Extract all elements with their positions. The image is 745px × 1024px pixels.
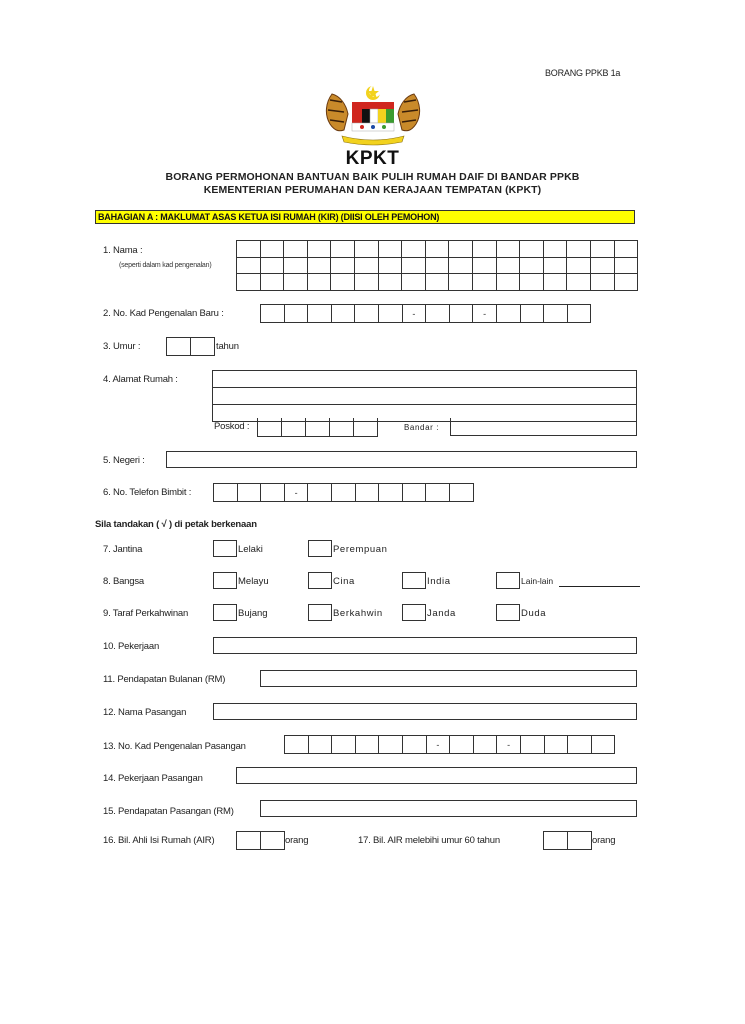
checkbox-india[interactable]: [402, 572, 426, 589]
ic-pasangan-cell[interactable]: [379, 736, 403, 754]
ic-pasangan-cell[interactable]: [285, 736, 309, 754]
umur-label: 3. Umur :: [103, 341, 141, 352]
air-count-input[interactable]: [236, 831, 285, 850]
ic-cell[interactable]: [568, 305, 592, 323]
nama-label: 1. Nama :: [103, 245, 143, 256]
poskod-cell[interactable]: [330, 418, 354, 436]
nama-cell[interactable]: [308, 241, 332, 258]
negeri-label: 5. Negeri :: [103, 455, 145, 466]
nama-pasangan-label: 12. Nama Pasangan: [103, 707, 187, 718]
nama-cell[interactable]: [497, 258, 521, 275]
ic-cell[interactable]: [332, 305, 356, 323]
nama-cell[interactable]: [402, 258, 426, 275]
telefon-cell[interactable]: [379, 484, 403, 502]
nama-hint: (seperti dalam kad pengenalan): [119, 262, 212, 269]
telefon-cell[interactable]: [356, 484, 380, 502]
ic-cell[interactable]: [308, 305, 332, 323]
nama-cell[interactable]: [355, 274, 379, 291]
nama-cell[interactable]: [426, 258, 450, 275]
checkbox-duda[interactable]: [496, 604, 520, 621]
jantina-label: 7. Jantina: [103, 544, 143, 555]
option-duda: Duda: [521, 608, 547, 619]
ic-cell[interactable]: [450, 305, 474, 323]
form-title: BORANG PERMOHONAN BANTUAN BAIK PULIH RUMAH DAIF DI BANDAR PPKB: [165, 171, 580, 183]
checkbox-melayu[interactable]: [213, 572, 237, 589]
nama-cell[interactable]: [615, 241, 639, 258]
ic-cell[interactable]: [521, 305, 545, 323]
ic-cell[interactable]: -: [473, 305, 497, 323]
nama-cell[interactable]: [473, 241, 497, 258]
ic-number-input[interactable]: [260, 304, 591, 323]
option-lain-lain: Lain-lain: [521, 576, 554, 586]
ic-pasangan-cell[interactable]: [521, 736, 545, 754]
checkbox-perempuan[interactable]: [308, 540, 332, 557]
pekerjaan-pasangan-label: 14. Pekerjaan Pasangan: [103, 773, 203, 784]
instruction-text: Sila tandakan ( √ ) di petak berkenaan: [95, 519, 257, 530]
air-60-unit: orang: [592, 835, 616, 846]
nama-cell[interactable]: [402, 241, 426, 258]
poskod-label: Poskod :: [214, 421, 250, 432]
option-perempuan: Perempuan: [333, 544, 388, 555]
ic-label: 2. No. Kad Pengenalan Baru :: [103, 308, 224, 319]
nama-cell[interactable]: [426, 274, 450, 291]
option-melayu: Melayu: [238, 576, 269, 587]
nama-cell[interactable]: [237, 274, 261, 291]
pendapatan-label: 11. Pendapatan Bulanan (RM): [103, 674, 226, 685]
bandar-label: Bandar :: [404, 423, 440, 432]
nama-cell[interactable]: [544, 241, 568, 258]
air-60-cell[interactable]: [568, 832, 592, 850]
ic-cell[interactable]: [426, 305, 450, 323]
air-60-label: 17. Bil. AIR melebihi umur 60 tahun: [358, 835, 500, 846]
nama-cell[interactable]: [591, 241, 615, 258]
nama-pasangan-input[interactable]: [213, 703, 637, 720]
section-a-heading: BAHAGIAN A : MAKLUMAT ASAS KETUA ISI RUMAH (KIR) (DIISI OLEH PEMOHON): [95, 210, 635, 224]
nama-cell[interactable]: [402, 274, 426, 291]
telefon-cell[interactable]: [426, 484, 450, 502]
ic-cell[interactable]: [497, 305, 521, 323]
bangsa-label: 8. Bangsa: [103, 576, 144, 587]
telefon-cell[interactable]: [332, 484, 356, 502]
malaysia-coat-of-arms-icon: [318, 84, 428, 150]
alamat-input[interactable]: [212, 370, 637, 422]
pekerjaan-label: 10. Pekerjaan: [103, 641, 160, 652]
air-60-count-input[interactable]: [543, 831, 592, 850]
nama-cell[interactable]: [237, 258, 261, 275]
nama-cell[interactable]: [331, 241, 355, 258]
nama-cell[interactable]: [379, 274, 403, 291]
ic-pasangan-label: 13. No. Kad Pengenalan Pasangan: [103, 741, 246, 752]
nama-cell[interactable]: [473, 274, 497, 291]
umur-unit: tahun: [216, 341, 239, 352]
form-code: BORANG PPKB 1a: [545, 68, 621, 78]
air-unit: orang: [285, 835, 309, 846]
nama-cell[interactable]: [544, 274, 568, 291]
telefon-cell[interactable]: [403, 484, 427, 502]
nama-cell[interactable]: [449, 258, 473, 275]
air-60-cell[interactable]: [544, 832, 568, 850]
ic-pasangan-cell[interactable]: [309, 736, 333, 754]
nama-cell[interactable]: [520, 258, 544, 275]
checkbox-berkahwin[interactable]: [308, 604, 332, 621]
pekerjaan-pasangan-input[interactable]: [236, 767, 637, 784]
nama-cell[interactable]: [497, 274, 521, 291]
umur-cell[interactable]: [167, 338, 191, 356]
poskod-cell[interactable]: [354, 418, 378, 436]
nama-cell[interactable]: [520, 241, 544, 258]
ic-pasangan-cell[interactable]: [568, 736, 592, 754]
nama-cell[interactable]: [615, 274, 639, 291]
pekerjaan-input[interactable]: [213, 637, 637, 654]
ic-cell[interactable]: [379, 305, 403, 323]
nama-cell[interactable]: [497, 241, 521, 258]
telefon-label: 6. No. Telefon Bimbit :: [103, 487, 192, 498]
air-cell[interactable]: [237, 832, 261, 850]
nama-cell[interactable]: [591, 274, 615, 291]
nama-cell[interactable]: [520, 274, 544, 291]
nama-cell[interactable]: [449, 274, 473, 291]
nama-cell[interactable]: [331, 258, 355, 275]
poskod-cell[interactable]: [306, 418, 330, 436]
poskod-cell[interactable]: [258, 418, 282, 436]
pendapatan-pasangan-label: 15. Pendapatan Pasangan (RM): [103, 806, 234, 817]
nama-cell[interactable]: [567, 258, 591, 275]
umur-input[interactable]: [166, 337, 215, 356]
checkbox-lelaki[interactable]: [213, 540, 237, 557]
nama-cell[interactable]: [284, 274, 308, 291]
option-berkahwin: Berkahwin: [333, 608, 383, 619]
pendapatan-input[interactable]: [260, 670, 637, 687]
checkbox-janda[interactable]: [402, 604, 426, 621]
nama-cell[interactable]: [426, 241, 450, 258]
ic-cell[interactable]: [544, 305, 568, 323]
nama-grid-input[interactable]: [236, 240, 638, 291]
ic-pasangan-cell[interactable]: -: [497, 736, 521, 754]
alamat-label: 4. Alamat Rumah :: [103, 374, 178, 385]
negeri-input[interactable]: [166, 451, 637, 468]
nama-cell[interactable]: [284, 258, 308, 275]
air-label: 16. Bil. Ahli Isi Rumah (AIR): [103, 835, 215, 846]
ic-pasangan-cell[interactable]: -: [427, 736, 451, 754]
agency-abbreviation: KPKT: [345, 148, 400, 169]
nama-cell[interactable]: [567, 241, 591, 258]
ic-cell[interactable]: -: [403, 305, 427, 323]
nama-cell[interactable]: [308, 258, 332, 275]
telefon-cell[interactable]: [261, 484, 285, 502]
ic-pasangan-cell[interactable]: [356, 736, 380, 754]
nama-cell[interactable]: [331, 274, 355, 291]
poskod-input[interactable]: [257, 418, 378, 437]
telefon-cell[interactable]: [450, 484, 474, 502]
telefon-cell[interactable]: [214, 484, 238, 502]
air-cell[interactable]: [261, 832, 285, 850]
ministry-name: KEMENTERIAN PERUMAHAN DAN KERAJAAN TEMPATAN (KPKT): [203, 184, 542, 196]
ic-pasangan-cell[interactable]: [545, 736, 569, 754]
telefon-cell[interactable]: [238, 484, 262, 502]
ic-cell[interactable]: [285, 305, 309, 323]
ic-pasangan-cell[interactable]: [592, 736, 616, 754]
alamat-line-1[interactable]: [213, 371, 636, 388]
nama-cell[interactable]: [473, 258, 497, 275]
telefon-input[interactable]: [213, 483, 474, 502]
nama-cell[interactable]: [284, 241, 308, 258]
umur-cell[interactable]: [191, 338, 215, 356]
pendapatan-pasangan-input[interactable]: [260, 800, 637, 817]
telefon-cell[interactable]: -: [285, 484, 309, 502]
nama-cell[interactable]: [615, 258, 639, 275]
option-bujang: Bujang: [238, 608, 268, 619]
telefon-cell[interactable]: [308, 484, 332, 502]
option-cina: Cina: [333, 576, 355, 587]
ic-pasangan-cell[interactable]: [403, 736, 427, 754]
checkbox-bujang[interactable]: [213, 604, 237, 621]
ic-pasangan-cell[interactable]: [474, 736, 498, 754]
nama-cell[interactable]: [261, 274, 285, 291]
nama-cell[interactable]: [355, 258, 379, 275]
nama-cell[interactable]: [544, 258, 568, 275]
ic-pasangan-cell[interactable]: [332, 736, 356, 754]
ic-cell[interactable]: [355, 305, 379, 323]
ic-pasangan-input[interactable]: [284, 735, 615, 754]
nama-cell[interactable]: [449, 241, 473, 258]
option-india: India: [427, 576, 451, 587]
checkbox-cina[interactable]: [308, 572, 332, 589]
nama-cell[interactable]: [379, 258, 403, 275]
nama-cell[interactable]: [355, 241, 379, 258]
lain-lain-input[interactable]: [559, 586, 640, 587]
nama-cell[interactable]: [261, 258, 285, 275]
nama-cell[interactable]: [379, 241, 403, 258]
checkbox-lain-lain[interactable]: [496, 572, 520, 589]
taraf-label: 9. Taraf Perkahwinan: [103, 608, 189, 619]
bandar-input[interactable]: [450, 418, 637, 436]
alamat-line-2[interactable]: [213, 388, 636, 405]
option-lelaki: Lelaki: [238, 544, 263, 555]
poskod-cell[interactable]: [282, 418, 306, 436]
nama-cell[interactable]: [308, 274, 332, 291]
ic-pasangan-cell[interactable]: [450, 736, 474, 754]
nama-cell[interactable]: [591, 258, 615, 275]
nama-cell[interactable]: [567, 274, 591, 291]
option-janda: Janda: [427, 608, 456, 619]
nama-cell[interactable]: [237, 241, 261, 258]
ic-cell[interactable]: [261, 305, 285, 323]
nama-cell[interactable]: [261, 241, 285, 258]
